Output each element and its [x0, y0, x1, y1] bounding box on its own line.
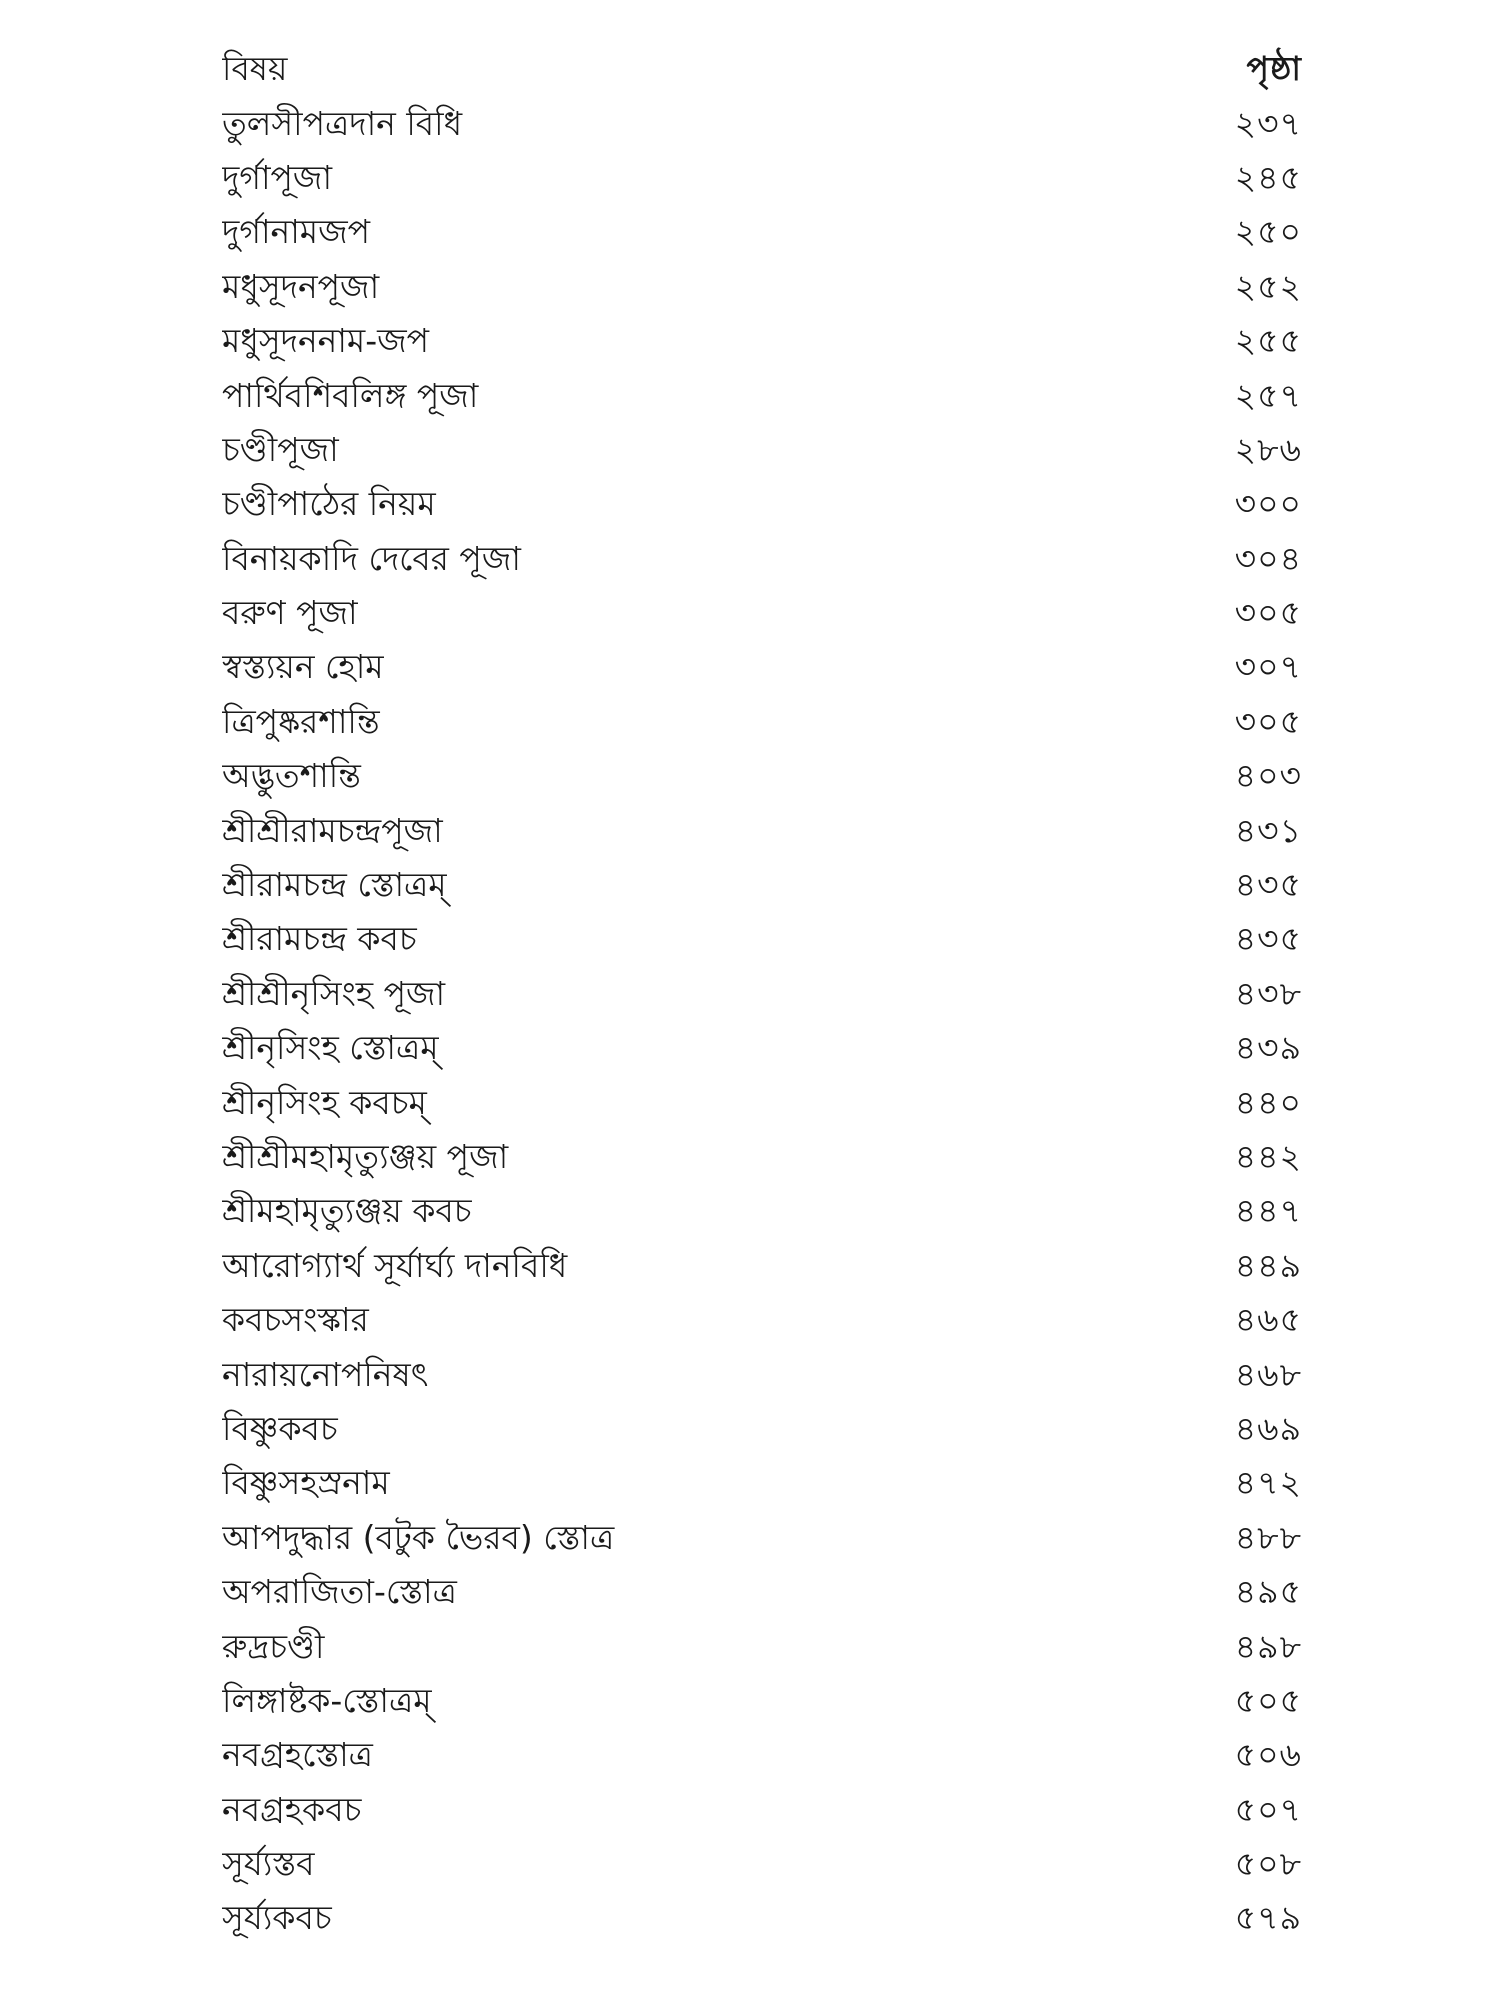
- entry-title: শ্রীরামচন্দ্র স্তোত্রম্: [222, 865, 447, 905]
- entry-title: নবগ্রহকবচ: [222, 1789, 362, 1829]
- toc-entry: [222, 314, 1312, 368]
- page-column-header: পৃষ্ঠা: [1246, 49, 1302, 89]
- entry-title: আরোগ্যার্থ সূর্যার্ঘ্য দানবিধি: [222, 1245, 568, 1285]
- toc-entry: [222, 1402, 1312, 1456]
- entry-title: মধুসূদনপূজা: [222, 266, 380, 306]
- toc-entry: [222, 803, 1312, 857]
- entry-title: শ্রীশ্রীনৃসিংহ পূজা: [222, 973, 446, 1013]
- entry-title: শ্রীরামচন্দ্র কবচ: [222, 919, 417, 959]
- entry-page-number: ৫০৭: [1234, 1789, 1302, 1829]
- toc-entry: [222, 1728, 1312, 1782]
- entry-title: মধুসূদননাম-জপ: [222, 321, 430, 361]
- entry-title: সূর্য্যকবচ: [222, 1898, 332, 1938]
- toc-entry: [222, 749, 1312, 803]
- toc-entry: [222, 1347, 1312, 1401]
- toc-entry: [222, 1184, 1312, 1238]
- entry-title: সূর্য্যস্তব: [222, 1844, 315, 1884]
- entry-title: দুর্গাপূজা: [222, 157, 333, 197]
- toc-entry: [222, 640, 1312, 694]
- toc-entry: [222, 586, 1312, 640]
- entry-title: বিষ্ণুসহস্রনাম: [222, 1463, 390, 1503]
- toc-entry: [222, 205, 1312, 259]
- toc-entry: [222, 1783, 1312, 1837]
- entry-title: তুলসীপত্রদান বিধি: [222, 103, 463, 143]
- entry-page-number: ৪৩১: [1234, 810, 1302, 850]
- subject-column-header: বিষয়: [222, 49, 288, 89]
- entry-page-number: ৪৬৯: [1234, 1408, 1302, 1448]
- entry-page-number: ২৫৫: [1234, 321, 1302, 361]
- toc-header: [222, 42, 1312, 96]
- toc-entry: [222, 1511, 1312, 1565]
- entry-title: লিঙ্গাষ্টক-স্তোত্রম্: [222, 1680, 432, 1720]
- toc-entry: [222, 260, 1312, 314]
- entry-page-number: ৪৩৯: [1234, 1028, 1302, 1068]
- toc-entry: [222, 477, 1312, 531]
- entry-page-number: ৫০৬: [1234, 1735, 1302, 1775]
- entry-title: বিষ্ণুকবচ: [222, 1408, 338, 1448]
- entry-page-number: ৪৩৫: [1234, 919, 1302, 959]
- entry-page-number: ৪৯৮: [1234, 1626, 1302, 1666]
- entry-page-number: ২৫২: [1234, 266, 1302, 306]
- entry-title: রুদ্রচণ্ডী: [222, 1626, 325, 1666]
- entry-page-number: ২৫০: [1234, 212, 1302, 252]
- toc-entry: [222, 151, 1312, 205]
- entry-page-number: ৪৯৫: [1234, 1572, 1302, 1612]
- toc-entry: [222, 96, 1312, 150]
- toc-entry: [222, 1565, 1312, 1619]
- entry-title: পার্থিবশিবলিঙ্গ পূজা: [222, 375, 479, 415]
- entry-title: শ্রীশ্রীরামচন্দ্রপূজা: [222, 810, 443, 850]
- toc-entry: [222, 858, 1312, 912]
- toc-entry: [222, 1837, 1312, 1891]
- entry-page-number: ৩০৪: [1234, 538, 1302, 578]
- entry-page-number: ২৩৭: [1234, 103, 1302, 143]
- entry-page-number: ২৪৫: [1234, 157, 1302, 197]
- entry-title: নবগ্রহস্তোত্র: [222, 1735, 373, 1775]
- entry-title: বরুণ পূজা: [222, 593, 358, 633]
- entry-title: শ্রীশ্রীমহামৃত্যুঞ্জয় পূজা: [222, 1137, 509, 1176]
- entry-title: আপদুদ্ধার (বটুক ভৈরব) স্তোত্র: [222, 1517, 615, 1557]
- entry-title: শ্রীনৃসিংহ কবচম্: [222, 1082, 427, 1122]
- toc-entry: [222, 368, 1312, 422]
- entry-page-number: ৩০৭: [1234, 647, 1302, 687]
- entry-page-number: ৩০৫: [1234, 593, 1302, 633]
- entry-page-number: ৫৭৯: [1234, 1898, 1302, 1938]
- entry-page-number: ৪৬৫: [1234, 1300, 1302, 1340]
- entry-title: স্বস্ত্যয়ন হোম: [222, 647, 384, 687]
- entry-page-number: ৫০৮: [1234, 1844, 1302, 1884]
- entry-page-number: ৪৭২: [1234, 1463, 1302, 1503]
- entry-page-number: ৪৮৮: [1234, 1517, 1302, 1557]
- entry-page-number: ৫০৫: [1234, 1680, 1302, 1720]
- toc-entry: [222, 1674, 1312, 1728]
- toc-entry: [222, 1456, 1312, 1510]
- toc-entry: [222, 1293, 1312, 1347]
- toc-entry: [222, 967, 1312, 1021]
- entry-page-number: ৪৪৭: [1234, 1191, 1302, 1231]
- toc-entry: [222, 1239, 1312, 1293]
- entry-title: কবচসংস্কার: [222, 1300, 369, 1340]
- entry-page-number: ৪৩৮: [1234, 973, 1302, 1013]
- entry-title: ত্রিপুষ্করশান্তি: [222, 701, 380, 741]
- entry-title: চণ্ডীপূজা: [222, 429, 339, 469]
- entry-title: অদ্ভুতশান্তি: [222, 756, 361, 796]
- toc-entry: [222, 1075, 1312, 1129]
- entry-page-number: ৩০০: [1234, 484, 1302, 524]
- entry-page-number: ৪৪৯: [1234, 1245, 1302, 1285]
- entry-page-number: ২৮৬: [1234, 429, 1302, 469]
- entry-page-number: ৪৪০: [1234, 1082, 1302, 1122]
- toc-entries: [222, 96, 1312, 1945]
- toc-entry: [222, 423, 1312, 477]
- entry-page-number: ৩০৫: [1234, 701, 1302, 741]
- toc-entry: [222, 695, 1312, 749]
- toc-entry: [222, 1021, 1312, 1075]
- toc-entry: [222, 1130, 1312, 1184]
- entry-title: বিনায়কাদি দেবের পূজা: [222, 538, 521, 578]
- entry-page-number: ৪৪২: [1234, 1137, 1302, 1176]
- entry-page-number: ২৫৭: [1234, 375, 1302, 415]
- toc-entry: [222, 1891, 1312, 1945]
- entry-title: শ্রীমহামৃত্যুঞ্জয় কবচ: [222, 1191, 472, 1231]
- table-of-contents: [222, 42, 1312, 1946]
- entry-title: অপরাজিতা-স্তোত্র: [222, 1572, 457, 1612]
- toc-entry: [222, 1619, 1312, 1673]
- toc-entry: [222, 912, 1312, 966]
- toc-entry: [222, 532, 1312, 586]
- entry-page-number: ৪৬৮: [1234, 1354, 1302, 1394]
- entry-title: দুর্গানামজপ: [222, 212, 371, 252]
- entry-page-number: ৪০৩: [1234, 756, 1302, 796]
- entry-title: চণ্ডীপাঠের নিয়ম: [222, 484, 436, 524]
- entry-title: নারায়নোপনিষৎ: [222, 1354, 429, 1394]
- entry-title: শ্রীনৃসিংহ স্তোত্রম্: [222, 1028, 439, 1068]
- entry-page-number: ৪৩৫: [1234, 865, 1302, 905]
